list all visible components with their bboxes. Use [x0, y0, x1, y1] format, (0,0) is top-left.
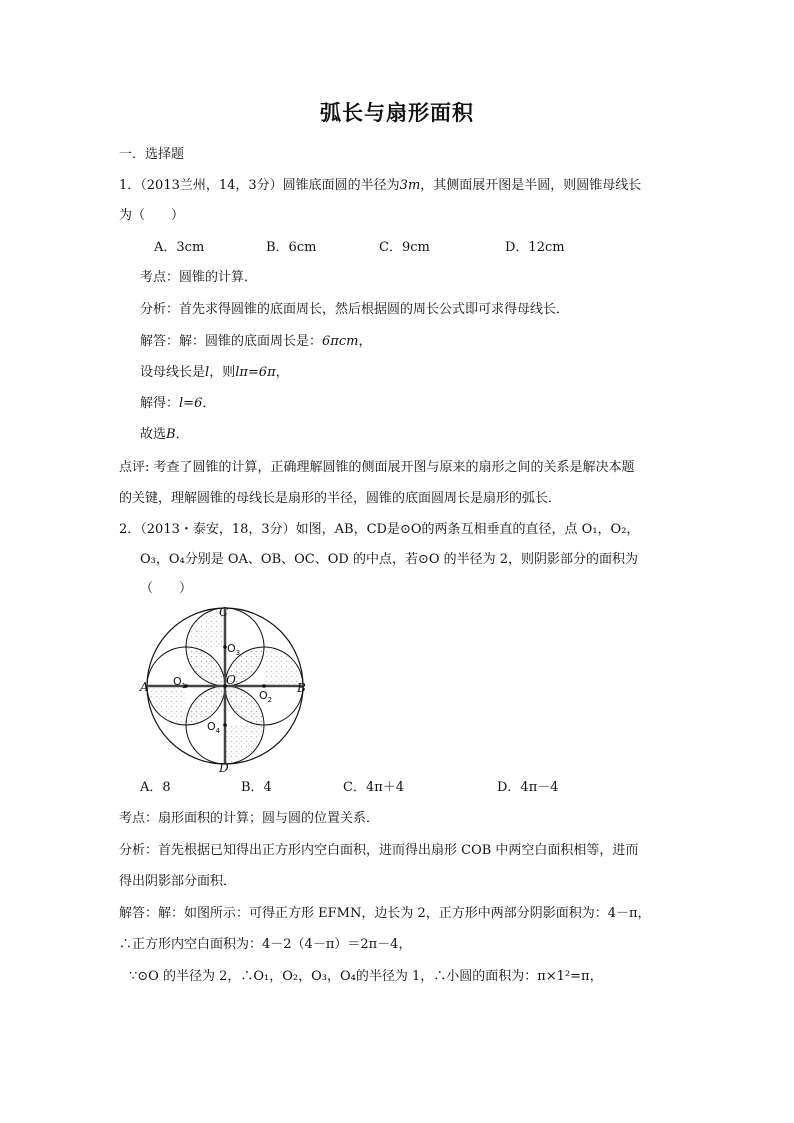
- page-title: 弧长与扇形面积: [320, 101, 474, 125]
- label-o3: $O_3$: [227, 642, 241, 657]
- q2-option-d: D．4π－4: [497, 780, 559, 795]
- q2-option-c: C．4π＋4: [343, 780, 405, 795]
- q1-option-c: C．9cm: [379, 240, 430, 255]
- label-b: B: [297, 681, 306, 695]
- label-o4: $O_4$: [207, 720, 221, 735]
- q1-option-d: D．12cm: [505, 240, 565, 255]
- q1-dianping-2: 的关键，理解圆锥的母线长是扇形的半径，圆锥的底面圆周长是扇形的弧长．: [119, 491, 562, 506]
- q2-fenxi-1: 分析：首先根据已知得出正方形内空白面积，进而得出扇形 COB 中两空白面积相等，进而: [119, 843, 639, 858]
- q1-line1: [119, 177, 641, 195]
- label-a: A: [140, 680, 149, 694]
- q1-jieda: [140, 333, 371, 351]
- q1-step1-eq: lπ=6π: [235, 365, 276, 380]
- q1-stem-a: 1．（2013兰州，14，3分）圆锥底面圆的半径为: [119, 178, 400, 193]
- q1-step3-post: ．: [175, 427, 189, 442]
- q1-step3-ans: B: [166, 427, 176, 442]
- q1-step1: [140, 364, 289, 382]
- label-d: D: [219, 761, 229, 775]
- q1-step3: [140, 426, 189, 444]
- geometry-figure: [130, 600, 330, 780]
- q1-step1-l: l: [205, 365, 210, 380]
- q1-fenxi: 分析：首先求得圆锥的底面周长，然后根据圆的周长公式即可求得母线长．: [140, 302, 570, 317]
- q2-option-a: A．8: [140, 780, 171, 795]
- q1-dianping-1: 点评: 考查了圆锥的计算，正确理解圆锥的侧面展开图与原来的扇形之间的关系是解决本题: [119, 460, 635, 475]
- q1-stem-b: ，其侧面展开图是半圆，则圆锥母线长: [420, 178, 642, 193]
- q1-step1-post: ，: [275, 365, 289, 380]
- q1-step1-mid: ，则: [209, 365, 236, 380]
- q1-option-a: A．3cm: [154, 240, 205, 255]
- q2-jieda-3: ∵⊙O 的半径为 2，∴O₁，O₂，O₃，O₄的半径为 1，∴小圆的面积为：π×1²=π，: [129, 969, 603, 984]
- q2-line2: O₃，O₄分别是 OA、OB、OC、OD 的中点，若⊙O 的半径为 2，则阴影部分的面积为: [140, 552, 639, 567]
- q1-option-b: B．6cm: [266, 240, 317, 255]
- q1-step2-eq: l=6: [179, 396, 203, 411]
- section-heading: 一．选择题: [119, 147, 185, 162]
- q2-option-b: B．4: [241, 780, 272, 795]
- q1-radius: 3m: [399, 178, 421, 193]
- q1-step2-post: ．: [202, 396, 216, 411]
- q1-jieda-post: ，: [358, 334, 372, 349]
- q2-jieda-2: ∴正方形内空白面积为：4－2（4－π）＝2π－4，: [119, 937, 412, 952]
- q1-step2-pre: 解得：: [140, 396, 180, 411]
- q2-line1: 2．（2013・泰安，18，3分）如图，AB，CD是⊙O的两条互相垂直的直径，点 O₁，O₂，: [119, 522, 640, 537]
- label-o2: $O_2$: [259, 689, 273, 704]
- label-o: O: [226, 673, 236, 687]
- q1-step1-pre: 设母线长是: [140, 365, 206, 380]
- q2-kaodian: 考点：扇形面积的计算；圆与圆的位置关系．: [119, 811, 380, 826]
- q2-jieda-1: 解答：解：如图所示：可得正方形 EFMN，边长为 2，正方形中两部分阴影面积为：4－π，: [119, 906, 651, 921]
- q2-fenxi-2: 得出阴影部分面积．: [119, 874, 237, 889]
- q1-step2: [140, 395, 215, 413]
- q1-line2: 为（ ）: [119, 208, 185, 223]
- q1-jieda-pre: 解答：解：圆锥的底面周长是：: [140, 334, 323, 349]
- q1-jieda-val: 6πcm: [322, 334, 359, 349]
- q1-kaodian: 考点：圆锥的计算．: [140, 270, 258, 285]
- label-o1: $O_1$: [173, 675, 187, 690]
- q1-step3-pre: 故选: [140, 427, 167, 442]
- label-c: C: [219, 605, 229, 619]
- q2-line3: （ ）: [140, 581, 193, 596]
